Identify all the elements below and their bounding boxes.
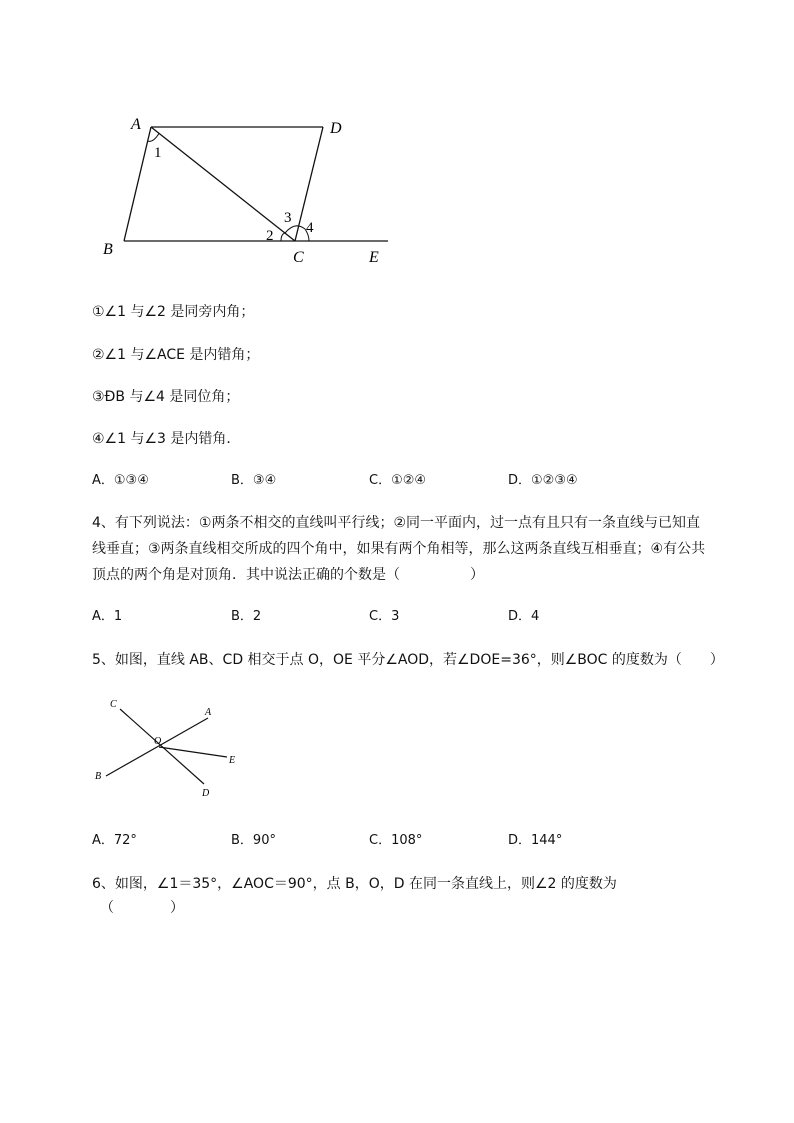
point-b-label: B xyxy=(95,771,102,782)
point-c-label: C xyxy=(110,699,117,710)
q4-stem-line-2: 线垂直；③两条直线相交所成的四个角中，如果有两个角相等，那么这两条直线互相垂直；④有公共 xyxy=(92,541,706,557)
q4-option-d: D．4 xyxy=(508,609,540,624)
q4-stem-line-1: 4、有下列说法：①两条不相交的直线叫平行线；②同一平面内，过一点有且只有一条直线与已知直 xyxy=(92,515,701,531)
q5-option-c: C．108° xyxy=(369,833,423,848)
q3-option-a: A．①③④ xyxy=(92,473,149,488)
point-e-label: E xyxy=(369,249,379,266)
q4-option-c: C．3 xyxy=(369,609,400,624)
angle-2-label: 2 xyxy=(266,228,274,244)
q3-option-b: B．③④ xyxy=(231,473,277,488)
statement-1: ①∠1 与∠2 是同旁内角； xyxy=(92,304,255,320)
q3-option-d: D．①②③④ xyxy=(508,473,578,488)
q4-stem-line-3: 顶点的两个角是对顶角．其中说法正确的个数是（ ） xyxy=(92,567,484,583)
point-b-label: B xyxy=(103,241,113,258)
segment-ac xyxy=(151,127,295,241)
q4-option-b: B．2 xyxy=(231,609,262,624)
angle-2-arc xyxy=(281,233,285,241)
angle-4-label: 4 xyxy=(306,220,314,236)
q5-option-b: B．90° xyxy=(231,833,276,848)
line-cd xyxy=(120,709,204,784)
q5-option-a: A．72° xyxy=(92,833,137,848)
ray-oe xyxy=(159,747,227,757)
angle-3-label: 3 xyxy=(284,210,292,226)
figure-intersecting-lines xyxy=(90,693,250,808)
point-d-label: D xyxy=(330,120,342,137)
q3-option-c: C．①②④ xyxy=(369,473,427,488)
point-a-label: A xyxy=(205,707,212,718)
q5-stem: 5、如图，直线 AB、CD 相交于点 O，OE 平分∠AOD，若∠DOE=36°，则∠BOC 的度数为（ ） xyxy=(92,652,724,668)
point-o-label: O xyxy=(154,736,162,747)
statement-4: ④∠1 与∠3 是内错角． xyxy=(92,431,241,447)
figure-parallelogram xyxy=(95,110,405,275)
point-d-label: D xyxy=(202,788,210,799)
line-ab xyxy=(106,718,208,776)
statement-2: ②∠1 与∠ACE 是内错角； xyxy=(92,347,260,363)
angle-1-label: 1 xyxy=(154,145,162,161)
q6-stem: 6、如图，∠1＝35°，∠AOC＝90°，点 B，O，D 在同一条直线上，则∠2 的度数为 xyxy=(92,876,617,892)
q4-option-a: A．1 xyxy=(92,609,123,624)
point-e-label: E xyxy=(229,755,236,766)
point-c-label: C xyxy=(293,249,304,266)
q6-answer-paren: （ ） xyxy=(100,900,184,916)
segment-ab xyxy=(124,127,151,241)
statement-3: ③ÐB 与∠4 是同位角； xyxy=(92,389,240,405)
q5-option-d: D．144° xyxy=(508,833,563,848)
point-a-label: A xyxy=(131,116,141,133)
